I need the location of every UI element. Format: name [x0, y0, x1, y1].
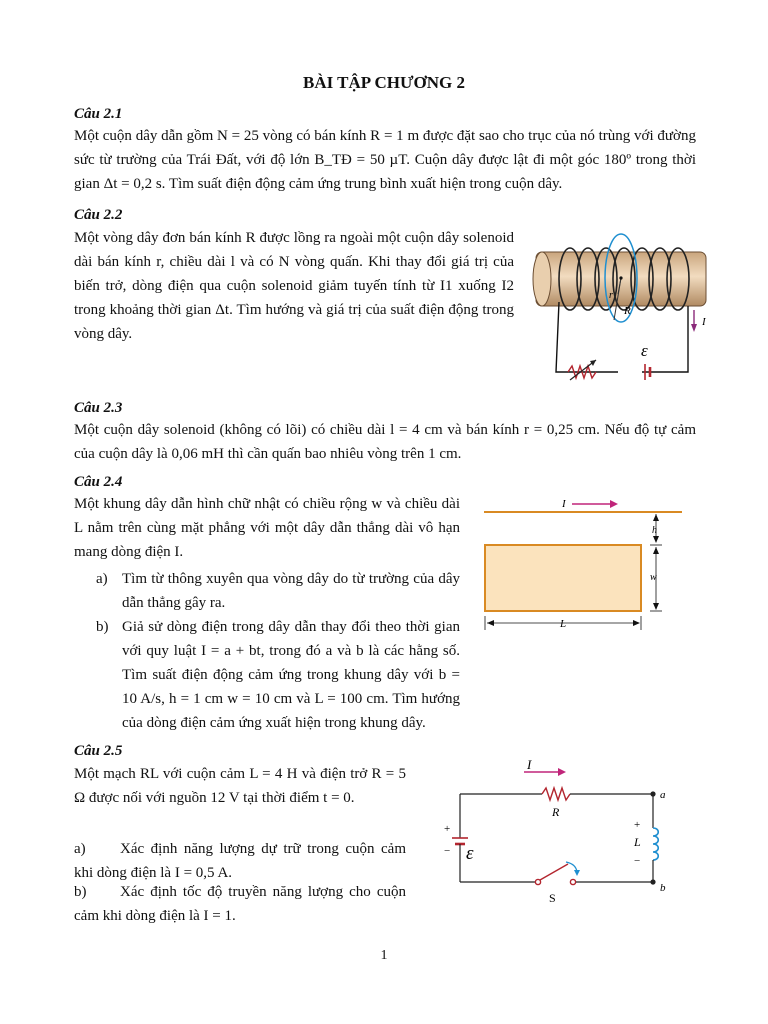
inductor-plus: +	[634, 819, 641, 831]
question-2-4-parts	[96, 567, 460, 735]
label-h: h	[652, 525, 657, 536]
question-2-5-part-b	[74, 880, 406, 928]
part-a-marker: a)	[96, 571, 108, 587]
label-a: a	[660, 789, 666, 801]
inductor-minus: −	[634, 855, 641, 867]
part-b-text: Giả sử dòng điện trong dây dẫn thay đổi theo thời gian với quy luật I = a + bt, trong đó a và b là các hằng số. Tìm suất điện động cảm ứng trong khung dây với b = 10 A/s, h = 1 cm w = 10 cm và L = 100 cm. Tìm hướng của dòng điện cảm ứng xuất hiện trong khung dây.	[122, 619, 460, 731]
part-a-text: Tìm từ thông xuyên qua vòng dây do từ trường của dây dẫn thẳng gây ra.	[122, 571, 460, 611]
rl-circuit-figure	[440, 758, 690, 908]
question-2-1-text: Một cuộn dây dẫn gồm N = 25 vòng có bán kính R = 1 m được đặt sao cho trục của nó trùng với đường sức từ trường của Trái Đất, với độ lớn B_TĐ = 50 µT. Cuộn dây được lật đi một góc 180º trong thời gian Δt = 0,2 s. Tìm suất điện động cảm ứng trung bình xuất hiện trong cuộn dây.	[74, 128, 696, 192]
battery-minus: −	[444, 845, 451, 857]
question-2-3-heading: Câu 2.3	[74, 400, 123, 416]
label-S: S	[549, 891, 556, 905]
part-a	[96, 567, 460, 615]
label-r: r	[609, 290, 613, 301]
resistor-R	[542, 788, 570, 800]
label-I: I	[562, 498, 566, 510]
wire-loop-figure	[480, 490, 690, 640]
label-L: L	[560, 618, 567, 630]
question-2-2-text: Một vòng dây đơn bán kính R được lồng ra ngoài một cuộn dây solenoid dài bán kính r, chiều dài l và có N vòng quấn. Khi thay đổi giá trị của biến trở, dòng điện qua cuộn solenoid giảm tuyến tính từ I1 xuống I2 trong khoảng thời gian Δt. Tìm hướng và giá trị của suất điện động trong vòng dây.	[74, 230, 514, 342]
question-2-5-text: Một mạch RL với cuộn cảm L = 4 H và điện trở R = 5 Ω được nối với nguồn 12 V tại thời điểm t = 0.	[74, 766, 406, 806]
label-w: w	[650, 572, 657, 583]
rectangular-loop	[485, 545, 641, 611]
part-a-marker: a)	[74, 841, 86, 857]
question-2-1-heading: Câu 2.1	[74, 106, 123, 122]
label-emf: ε	[466, 843, 474, 864]
page-title: BÀI TẬP CHƯƠNG 2	[303, 73, 465, 92]
label-I: I	[527, 758, 532, 772]
label-R: R	[552, 805, 560, 819]
label-b: b	[660, 882, 666, 894]
label-R: R	[624, 305, 631, 317]
part-b-marker: b)	[74, 884, 87, 900]
inductor-L	[653, 828, 658, 860]
part-b-text: Xác định tốc độ truyền năng lượng cho cuộn cảm khi dòng điện là I = 1.	[74, 884, 406, 924]
question-2-4-text: Một khung dây dẫn hình chữ nhật có chiều rộng w và chiều dài L nằm trên cùng mặt phẳng với một dây dẫn thẳng dài vô hạn mang dòng điện I.	[74, 496, 460, 560]
battery-plus: +	[444, 823, 451, 835]
solenoid-circuit-figure	[528, 232, 718, 384]
question-2-2-heading: Câu 2.2	[74, 207, 123, 223]
label-emf: ε	[641, 341, 648, 360]
label-I: I	[702, 316, 706, 328]
question-2-4-heading: Câu 2.4	[74, 474, 123, 490]
part-a-text: Xác định năng lượng dự trữ trong cuộn cảm khi dòng điện là I = 0,5 A.	[74, 841, 406, 881]
part-b	[96, 615, 460, 735]
question-2-5-part-a	[74, 837, 406, 885]
label-L: L	[634, 835, 641, 849]
question-2-3-text: Một cuộn dây solenoid (không có lõi) có chiều dài l = 4 cm và bán kính r = 0,25 cm. Nếu độ tự cảm của cuộn dây là 0,06 mH thì cần quấn bao nhiêu vòng trên 1 cm.	[74, 422, 696, 462]
question-2-5-heading: Câu 2.5	[74, 743, 123, 759]
page-number: 1	[380, 948, 388, 963]
part-b-marker: b)	[96, 619, 109, 635]
